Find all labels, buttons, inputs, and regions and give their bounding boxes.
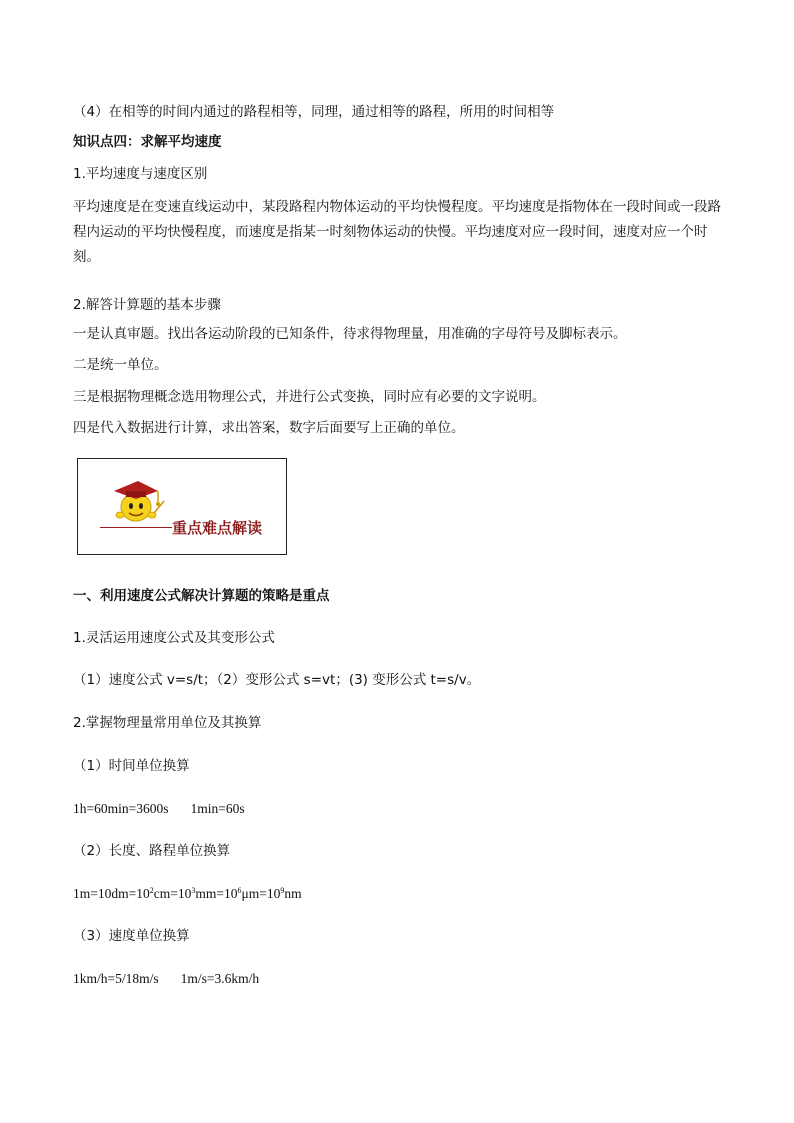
length-part-3: mm=10: [195, 886, 238, 901]
length-exp-1: 2: [149, 886, 154, 895]
subheading-steps: 2.解答计算题的基本步骤: [73, 297, 221, 313]
length-part-2: cm=10: [153, 886, 192, 901]
time-units-heading: （1）时间单位换算: [73, 758, 190, 774]
length-part-5: nm: [284, 886, 302, 901]
length-units-heading: （2）长度、路程单位换算: [73, 843, 231, 859]
time-conversion-minute: 1min=60s: [190, 801, 245, 816]
section-heading: 一、利用速度公式解决计算题的策略是重点: [73, 588, 330, 604]
item-2-heading: 2.掌握物理量常用单位及其换算: [73, 715, 262, 731]
average-speed-paragraph: 平均速度是在变速直线运动中，某段路程内物体运动的平均快慢程度。平均速度是指物体在一段时间或一段路程内运动的平均快慢程度，而速度是指某一时刻物体运动的快慢。平均速度对应一段时间，速度对应一个时刻。: [73, 199, 721, 265]
time-conversion-hour: 1h=60min=3600s: [73, 801, 169, 816]
step-4: 四是代入数据进行计算，求出答案，数字后面要写上正确的单位。: [73, 420, 465, 436]
speed-units-heading: （3）速度单位换算: [73, 928, 190, 944]
item-1-heading: 1.灵活运用速度公式及其变形公式: [73, 630, 275, 646]
length-exp-4: 9: [280, 886, 285, 895]
length-part-1: 1m=10dm=10: [73, 886, 150, 901]
step-1: 一是认真审题。找出各运动阶段的已知条件，待求得物理量，用准确的字母符号及脚标表示。: [73, 326, 627, 342]
speed-conversion-kmh: 1km/h=5/18m/s: [73, 971, 159, 986]
time-conversion-line: [73, 799, 245, 819]
speed-conversion-line: [73, 969, 259, 989]
step-3: 三是根据物理概念选用物理公式，并进行公式变换，同时应有必要的文字说明。: [73, 389, 546, 405]
graduate-mascot-icon: [96, 471, 166, 527]
step-2: 二是统一单位。: [73, 357, 168, 373]
subheading-average-speed: 1.平均速度与速度区别: [73, 166, 208, 182]
length-exp-2: 3: [191, 886, 196, 895]
length-exp-3: 6: [237, 886, 242, 895]
speed-conversion-ms: 1m/s=3.6km/h: [180, 971, 260, 986]
banner-divider: [100, 527, 172, 528]
length-part-4: μm=10: [241, 886, 281, 901]
speed-formulas: （1）速度公式 v=s/t；（2）变形公式 s=vt；(3) 变形公式 t=s/v。: [73, 672, 481, 688]
banner-title: 重点难点解读: [172, 519, 263, 537]
key-points-banner: [77, 458, 287, 555]
knowledge-heading: 知识点四：求解平均速度: [73, 134, 222, 150]
text-line-4: （4）在相等的时间内通过的路程相等，同理，通过相等的路程，所用的时间相等: [73, 104, 555, 120]
length-conversion-line: [73, 884, 302, 904]
